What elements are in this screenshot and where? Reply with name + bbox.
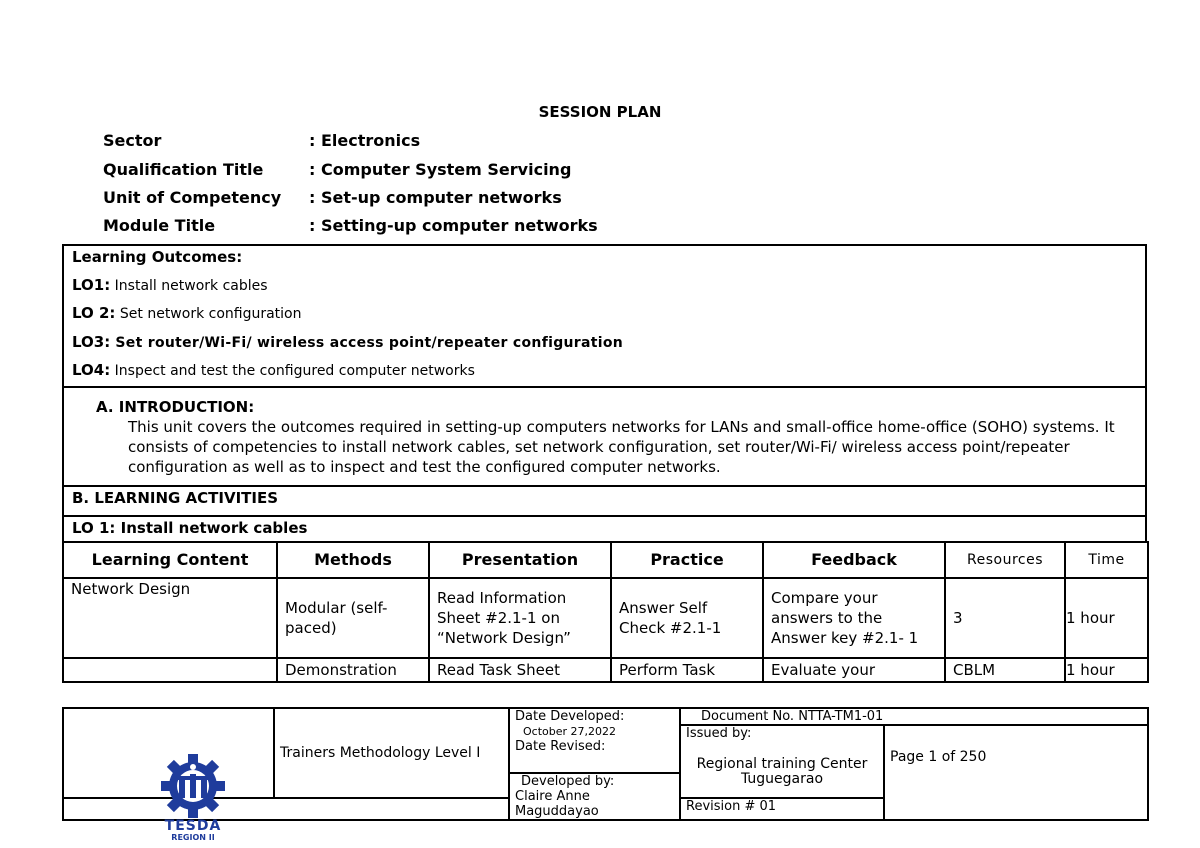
developer-name: Claire Anne Maguddayao bbox=[515, 789, 599, 819]
module-label: Module Title bbox=[103, 216, 216, 235]
issued-by-label: Issued by: bbox=[686, 726, 752, 741]
table-row bbox=[63, 578, 1148, 658]
table-cell: Answer Self Check #2.1-1 bbox=[611, 578, 763, 658]
activities-table bbox=[62, 541, 1149, 683]
date-revised-label: Date Revised: bbox=[515, 739, 606, 754]
column-header: Methods bbox=[277, 542, 429, 578]
footer-course: Trainers Methodology Level I bbox=[274, 708, 509, 798]
header-row-competency bbox=[103, 188, 562, 207]
tesda-logo bbox=[155, 750, 231, 840]
page-number: Page 1 of 250 bbox=[884, 725, 1148, 820]
svg-text:TESDA: TESDA bbox=[164, 818, 222, 834]
introduction-title: A. INTRODUCTION: bbox=[96, 398, 255, 416]
competency-label: Unit of Competency bbox=[103, 188, 282, 207]
table-cell: Modular (self-paced) bbox=[277, 578, 429, 658]
issuer-name: Regional training Center Tuguegarao bbox=[696, 756, 868, 787]
introduction-text: This unit covers the outcomes required in setting-up computers networks for LANs and small-office home-office (SOHO) systems. It consists of competencies to install network cables, set network configuration, set router/Wi-Fi/ wireless access point/repeater configuration as well as to inspect and test the configured computer networks. bbox=[128, 418, 1115, 476]
footer-developed-cell bbox=[509, 773, 680, 820]
learning-outcome-item: LO 2: Set network configuration bbox=[72, 304, 302, 322]
lo1-header bbox=[62, 515, 1147, 543]
qualification-label: Qualification Title bbox=[103, 160, 264, 179]
table-cell: Demonstration bbox=[277, 658, 429, 682]
column-header: Feedback bbox=[763, 542, 945, 578]
developed-by-label: Developed by: bbox=[521, 774, 615, 789]
lo1-title: LO 1: Install network cables bbox=[72, 519, 308, 537]
table-row bbox=[63, 658, 1148, 682]
learning-outcome-item: LO3: Set router/Wi-Fi/ wireless access point/repeater configuration bbox=[72, 333, 624, 351]
page-title: SESSION PLAN bbox=[538, 103, 662, 121]
learning-outcome-item: LO1: Install network cables bbox=[72, 276, 268, 294]
sector-label: Sector bbox=[103, 131, 162, 150]
column-header: Learning Content bbox=[63, 542, 277, 578]
column-header: Presentation bbox=[429, 542, 611, 578]
table-cell: Read Information Sheet #2.1-1 on “Network Design” bbox=[429, 578, 611, 658]
table-cell: 3 bbox=[945, 578, 1065, 658]
footer-blank-cell bbox=[63, 798, 509, 820]
column-header: Time bbox=[1065, 542, 1148, 578]
date-developed-value: October 27,2022 bbox=[523, 725, 617, 738]
table-cell: 1 hour bbox=[1065, 578, 1148, 658]
header-row-qualification bbox=[103, 160, 571, 179]
learning-outcomes-box bbox=[62, 244, 1147, 388]
table-cell: 1 hour bbox=[1065, 658, 1148, 682]
table-cell: Perform Task bbox=[611, 658, 763, 682]
table-cell bbox=[63, 658, 277, 682]
qualification-value: : Computer System Servicing bbox=[309, 160, 572, 179]
revision-number: Revision # 01 bbox=[680, 798, 884, 820]
learning-activities-header bbox=[62, 485, 1147, 517]
table-cell: Network Design bbox=[63, 578, 277, 658]
footer-issued-cell bbox=[680, 725, 884, 798]
column-header: Resources bbox=[945, 542, 1065, 578]
svg-text:REGION II: REGION II bbox=[171, 833, 215, 840]
header-row-module bbox=[103, 216, 598, 235]
table-header-row bbox=[63, 542, 1148, 578]
module-value: : Setting-up computer networks bbox=[309, 216, 598, 235]
introduction-box bbox=[62, 386, 1147, 487]
table-cell: Read Task Sheet bbox=[429, 658, 611, 682]
document-number: Document No. NTTA-TM1-01 bbox=[680, 708, 1148, 725]
table-cell: Evaluate your bbox=[763, 658, 945, 682]
sector-value: : Electronics bbox=[309, 131, 421, 150]
tesda-gear-icon bbox=[155, 750, 231, 840]
column-header: Practice bbox=[611, 542, 763, 578]
footer-dates-cell bbox=[509, 708, 680, 773]
header-row-sector bbox=[103, 131, 420, 150]
competency-value: : Set-up computer networks bbox=[309, 188, 562, 207]
learning-outcome-item: LO4: Inspect and test the configured computer networks bbox=[72, 361, 475, 379]
date-developed-label: Date Developed: bbox=[515, 709, 625, 724]
table-cell: Compare your answers to the Answer key #2.1- 1 bbox=[763, 578, 945, 658]
learning-outcomes-title: Learning Outcomes: bbox=[72, 248, 243, 266]
table-cell: CBLM bbox=[945, 658, 1065, 682]
learning-activities-title: B. LEARNING ACTIVITIES bbox=[72, 489, 279, 507]
